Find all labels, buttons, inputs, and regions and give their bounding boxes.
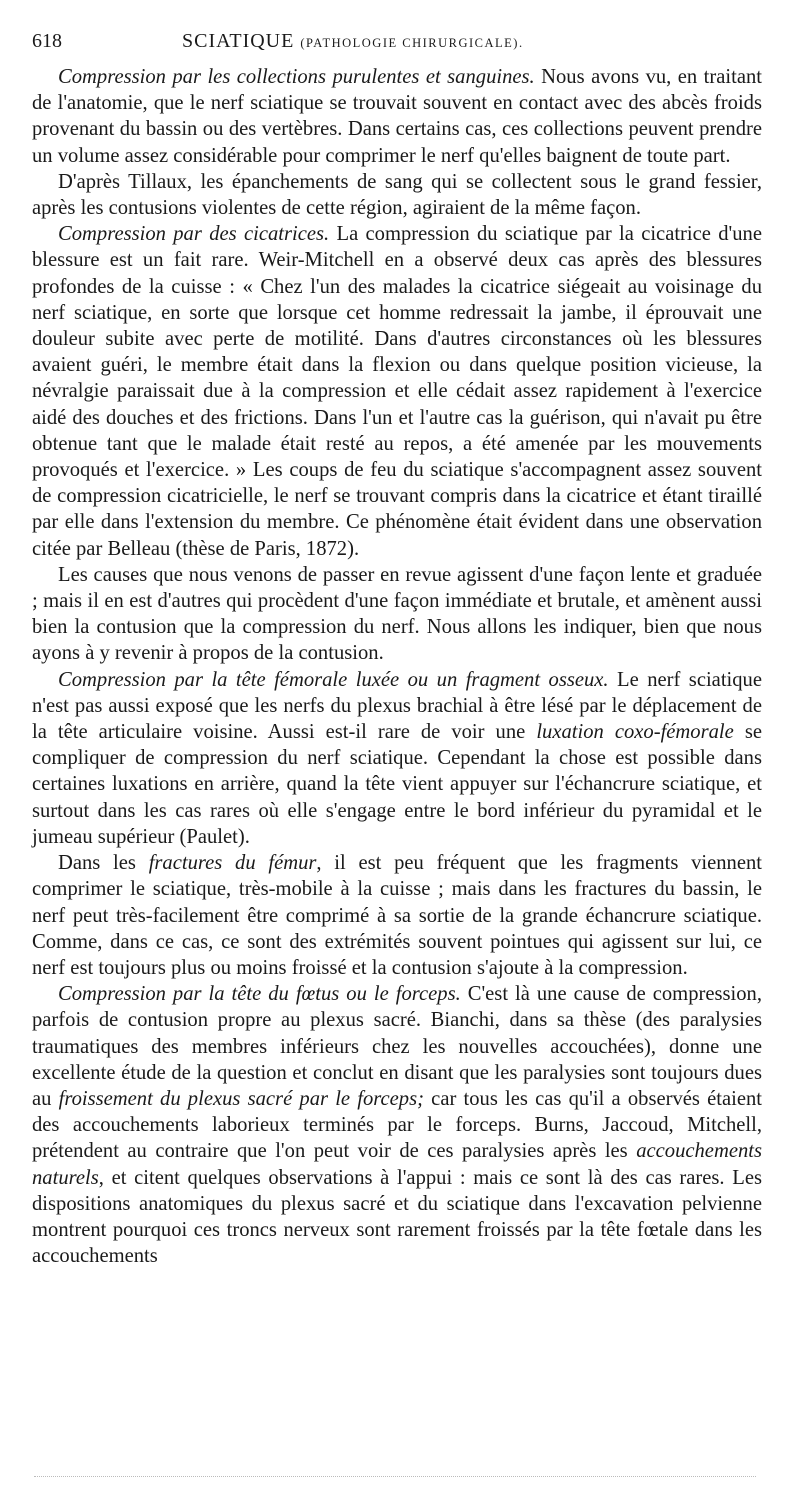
- paragraph-purulent-collections: [32, 64, 762, 169]
- italic-accouchements: accouchements naturels: [32, 1140, 762, 1189]
- section-title-femoral-head: Compression par la tête fémorale luxée ou un fragment osseux.: [58, 668, 609, 691]
- paragraph-forceps: [32, 981, 762, 1269]
- paragraph-cicatrices: [32, 221, 762, 562]
- paragraph-text: La compression du sciatique par la cicatrice d'une blessure est un fait rare. Weir-Mitchell en a observé deux cas après des blessures profondes de la cuisse : « Chez l'un des malades la cicatrice siégeait au voisinage du nerf sciatique, en sorte que lorsque cet homme redressait la jambe, il éprouvait une douleur subite avec perte de motilité. Dans d'autres circonstances où les blessures avaient guéri, le membre était dans la flexion ou dans quelque position vicieuse, la névralgie paraissait due à la compression et elle cédait assez rapidement à l'exercice aidé des douches et des frictions. Dans l'un et l'autre cas la guérison, qui n'avait pu être obtenue tant que le malade était resté au repos, a été amenée par les mouvements provoqués et l'exercice. » Les coups de feu du sciatique s'accompagnent assez souvent de compression cicatricielle, le nerf se trouvant compris dans la cicatrice et étant tiraillé par elle dans l'extension du membre. Ce phénomène était évident dans une observation citée par Belleau (thèse de Paris, 1872).: [32, 223, 762, 560]
- paragraph-text: C'est là une cause de compression, parfois de contusion propre au plexus sacré. Bianchi, dans sa thèse (des paralysies traumatiques des membres inférieurs chez les nouvelles accouchées), donne une excellente étude de la question et conclut en disant que les paralysies sont toujours dues au: [32, 983, 762, 1110]
- paragraph-lead: Dans les: [58, 852, 149, 875]
- italic-froissement: froissement du plexus sacré par le forceps;: [58, 1087, 424, 1110]
- book-page: [32, 30, 762, 1269]
- paragraph-text: Les causes que nous venons de passer en revue agissent d'une façon lente et graduée ; mais il en est d'autres qui procèdent d'une façon immédiate et brutale, et amènent aussi bien la contusion que la compression du nerf. Nous allons les indiquer, bien que nous ayons à y revenir à propos de la contusion.: [32, 563, 762, 665]
- paragraph-text-continued: car tous les cas qu'il a observés étaient des accouchements laborieux terminés par le forceps. Burns, Jaccoud, Mitchell, prétendent au contraire que l'on peut voir de ces paralysies après les: [32, 1087, 762, 1163]
- section-title-forceps: Compression par la tête du fœtus ou le forceps.: [58, 983, 461, 1006]
- running-title-sub: (PATHOLOGIE CHIRURGICALE).: [300, 36, 524, 50]
- italic-luxation: luxation coxo-fémorale: [536, 721, 734, 744]
- paragraph-text-end: , et citent quelques observations à l'appui : mais ce sont là des cas rares. Les dispositions anatomiques du plexus sacré et du sciatique dans l'excavation pelvienne montrent pourquoi ces troncs nerveux sont rarement froissés par la tête fœtale dans les accouchements: [32, 1166, 762, 1268]
- paragraph-text: Le nerf sciatique n'est pas aussi exposé que les nerfs du plexus brachial à être lésé par le déplacement de la tête articulaire voisine. Aussi est-il rare de voir une: [32, 668, 762, 744]
- paragraph-tillaux: [32, 169, 762, 221]
- paragraph-text: D'après Tillaux, les épanchements de sang qui se collectent sous le grand fessier, après les contusions violentes de cette région, agiraient de la même façon.: [32, 170, 762, 220]
- paragraph-text-continued: se compliquer de compression du nerf sciatique. Cependant la chose est possible dans certaines luxations en arrière, quand la tête vient appuyer sur l'échancrure sciatique, et surtout dans les cas rares où elle s'engage entre le bord inférieur du pyramidal et le jumeau supérieur (Paulet).: [32, 721, 762, 848]
- footer-dotted-rule: [34, 1476, 756, 1477]
- paragraph-text: , il est peu fréquent que les fragments viennent comprimer le sciatique, très-mobile à la cuisse ; mais dans les fractures du bassin, le nerf peut très-facilement être comprimé à sa sortie de la grande échancrure sciatique. Comme, dans ce cas, ce sont des extrémités souvent pointues qui agissent sur lui, ce nerf est toujours plus ou moins froissé et la contusion s'ajoute à la compression.: [32, 852, 762, 979]
- italic-fractures: fractures du fémur: [148, 852, 317, 875]
- running-head: [32, 30, 762, 64]
- running-title-main: SCIATIQUE: [182, 30, 295, 52]
- paragraph-causes: [32, 562, 762, 667]
- running-title: [182, 30, 524, 53]
- page-number: 618: [32, 30, 62, 52]
- paragraph-text: Nous avons vu, en traitant de l'anatomie, que le nerf sciatique se trouvait souvent en contact avec des abcès froids provenant du bassin ou des vertèbres. Dans certains cas, ces collections peuvent prendre un volume assez considérable pour comprimer le nerf qu'elles baignent de toute part.: [32, 66, 762, 167]
- paragraph-femoral-head: [32, 667, 762, 850]
- section-title-purulent: Compression par les collections purulentes et sanguines.: [58, 66, 535, 88]
- section-title-cicatrices: Compression par des cicatrices.: [58, 223, 330, 246]
- paragraph-fractures: [32, 850, 762, 981]
